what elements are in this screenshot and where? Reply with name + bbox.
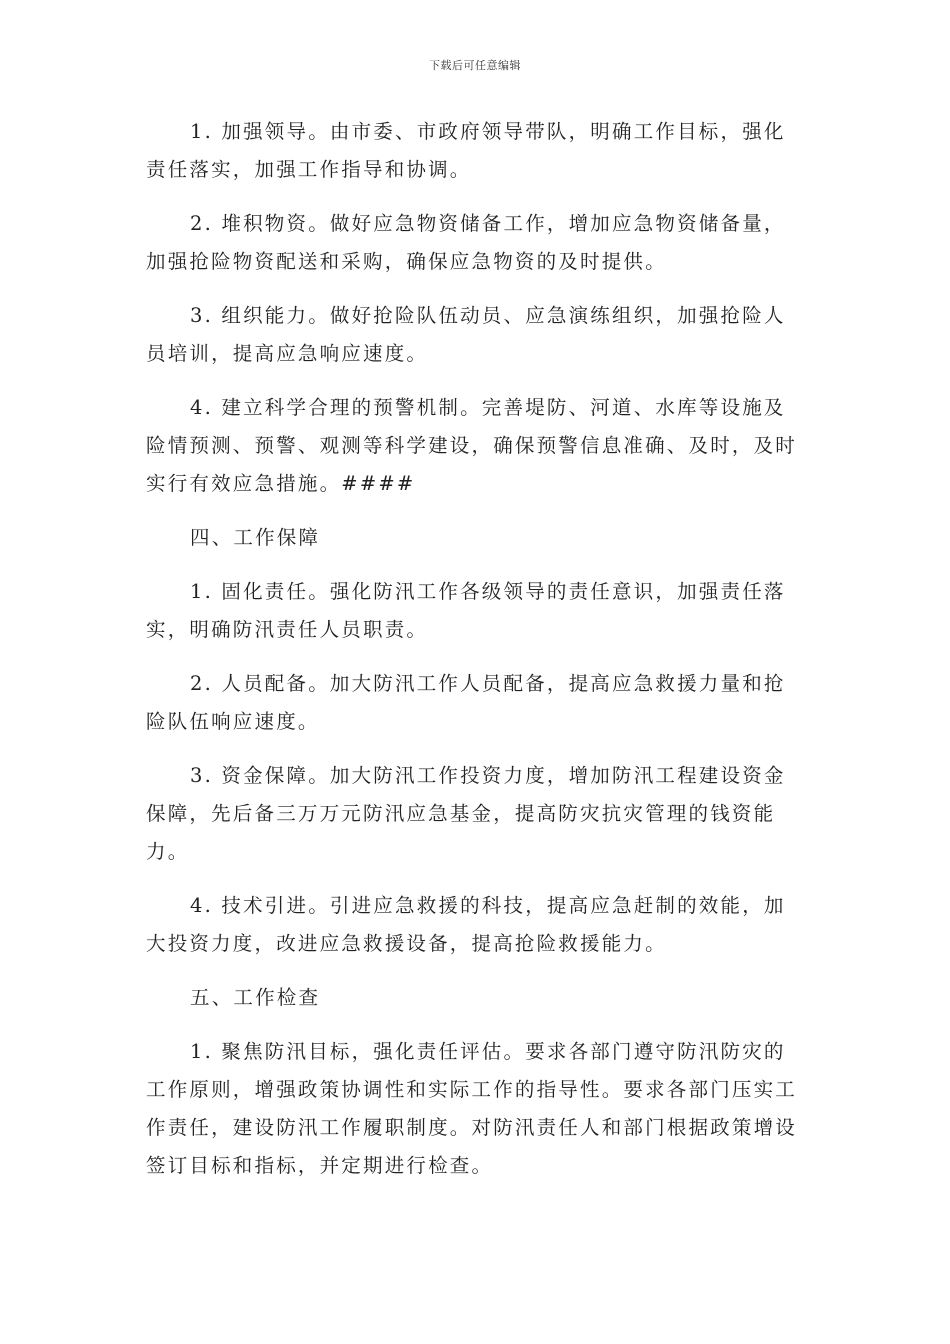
section-heading-guarantee: 四、工作保障 bbox=[190, 526, 321, 549]
paragraph-staffing: 2. 人员配备。加大防汛工作人员配备，提高应急救援力量和抢险队伍响应速度。 bbox=[146, 672, 786, 733]
paragraph-target-focus: 1. 聚焦防汛目标，强化责任评估。要求各部门遵守防汛防灾的工作原则，增强政策协调性和实际工作的指导性。要求各部门压实工作责任，建设防汛工作履职制度。对防汛责任人和部门根据政策增设签订目标和指标，并定期进行检查。 bbox=[146, 1040, 798, 1177]
page-header: 下载后可任意编辑 bbox=[429, 59, 521, 72]
paragraph-organization: 3. 组织能力。做好抢险队伍动员、应急演练组织，加强抢险人员培训，提高应急响应速度。 bbox=[146, 304, 786, 365]
paragraph-funding: 3. 资金保障。加大防汛工作投资力度，增加防汛工程建设资金保障，先后备三万万元防汛应急基金，提高防灾抗灾管理的钱资能力。 bbox=[146, 764, 786, 863]
paragraph-technology: 4. 技术引进。引进应急救援的科技，提高应急赶制的效能，加大投资力度，改进应急救援设备，提高抢险救援能力。 bbox=[146, 894, 786, 955]
paragraph-materials: 2. 堆积物资。做好应急物资储备工作，增加应急物资储备量，加强抢险物资配送和采购，确保应急物资的及时提供。 bbox=[146, 212, 786, 273]
section-heading-inspection: 五、工作检查 bbox=[190, 986, 321, 1009]
paragraph-responsibility: 1. 固化责任。强化防汛工作各级领导的责任意识，加强责任落实，明确防汛责任人员职责。 bbox=[146, 580, 786, 641]
paragraph-warning-mechanism: 4. 建立科学合理的预警机制。完善堤防、河道、水库等设施及险情预测、预警、观测等科学建设，确保预警信息准确、及时，及时实行有效应急措施。#### bbox=[146, 396, 798, 495]
document-body bbox=[146, 113, 806, 1201]
paragraph-leadership: 1. 加强领导。由市委、市政府领导带队，明确工作目标，强化责任落实，加强工作指导和协调。 bbox=[146, 120, 786, 181]
